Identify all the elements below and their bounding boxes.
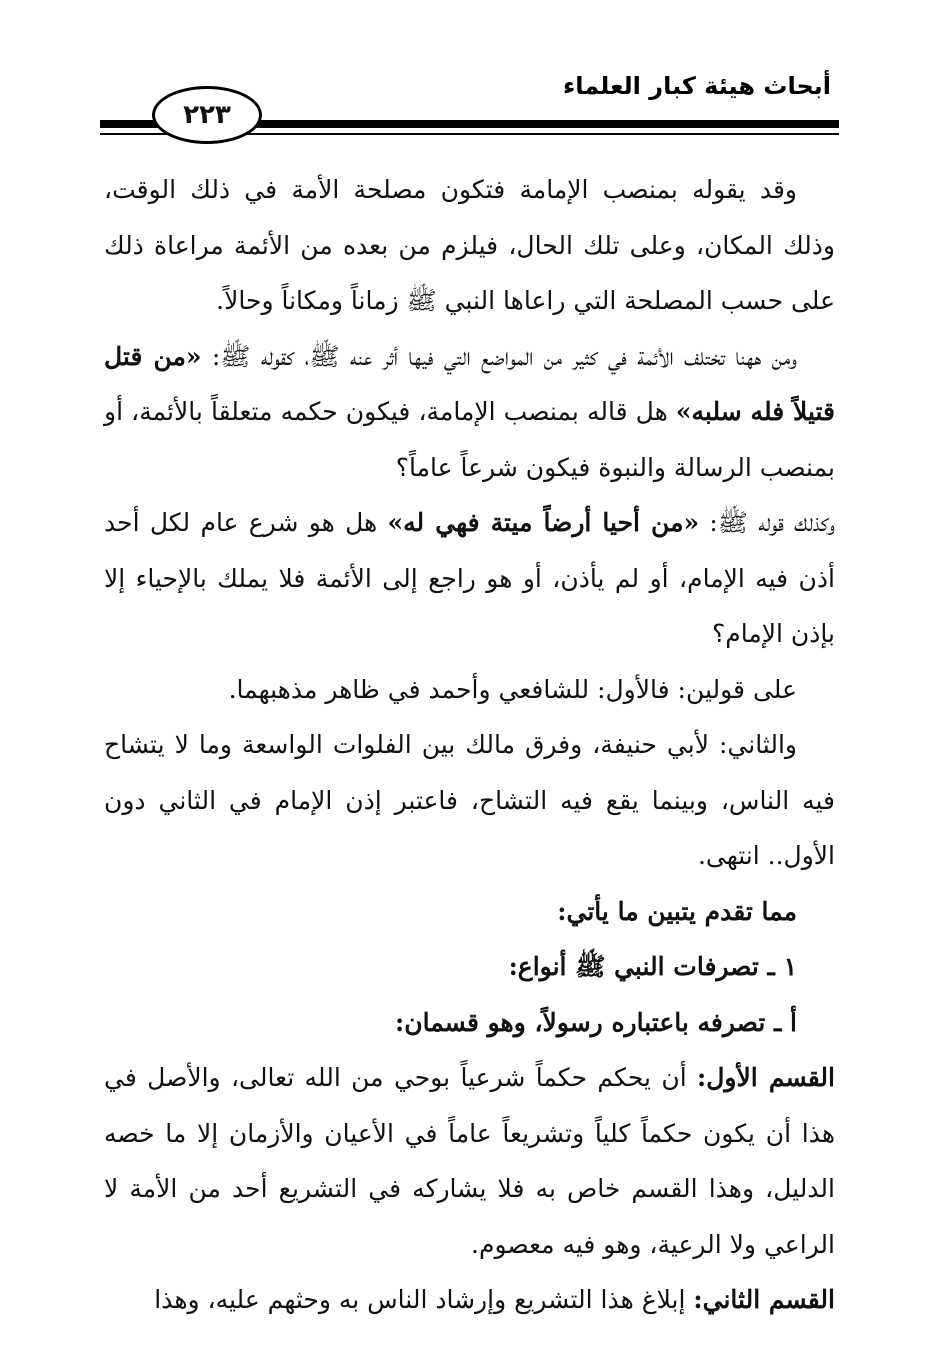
paragraph-4: على قولين: فالأول: للشافعي وأحمد في ظاهر مذهبهما.: [228, 674, 797, 704]
paragraph-section-2: [104, 1272, 835, 1328]
paragraph-1: وقد يقوله بمنصب الإمامة فتكون مصلحة الأمة في ذلك الوقت، وذلك المكان، وعلى تلك الحال، فيلزم من بعده من الأئمة مراعاة ذلك على حسب المصلحة التي راعاها النبي ﷺ زماناً ومكاناً وحالاً.: [104, 175, 836, 315]
point-a-text: أ ـ تصرفه باعتباره رسولاً، وهو قسمان:: [395, 1007, 797, 1037]
paragraph-3-text-a: وكذلك قوله ﷺ:: [699, 508, 835, 537]
paragraph-2-text-b: هل قاله بمنصب الإمامة، فيكون حكمه متعلقاً بالأئمة، أو بمنصب الرسالة والنبوة فيكون شرعاً عاماً؟: [104, 397, 835, 482]
running-header-title: أبحاث هيئة كبار العلماء: [562, 72, 831, 100]
page-body: [104, 162, 835, 1328]
paragraph-section-1: [104, 1050, 835, 1272]
hadith-quote-1: «من قتل قتيلاً فله سلبه»: [104, 341, 835, 426]
paragraph-2: [104, 329, 835, 496]
point-a-heading: [104, 995, 835, 1051]
paragraph-3-text-b: هل هو شرع عام لكل أحد أذن فيه الإمام، أو لم يأذن، أو هو راجع إلى الأئمة فلا يملك بالإحياء إلا بإذن الإمام؟: [104, 508, 835, 648]
section-1-label: القسم الأول:: [697, 1063, 835, 1092]
paragraph-2-text-a: ومن ههنا تختلف الأئمة في كثير من المواضع التي فيها أثر عنه ﷺ، كقوله ﷺ:: [201, 341, 797, 371]
summary-heading: مما تقدم يتبين ما يأتي:: [557, 896, 797, 926]
page-number: ٢٢٣: [152, 86, 262, 144]
paragraph-5: والثاني: لأبي حنيفة، وفرق مالك بين الفلوات الواسعة وما لا يتشاح فيه الناس، وبينما يقع فيه التشاح، فاعتبر إذن الإمام في الثاني دون الأول.. انتهى.: [104, 730, 835, 870]
section-2-text: إبلاغ هذا التشريع وإرشاد الناس به وحثهم عليه، وهذا: [154, 1285, 694, 1314]
point-1-heading: ١ ـ تصرفات النبي ﷺ أنواع:: [508, 952, 797, 981]
hadith-quote-2: «من أحيا أرضاً ميتة فهي له»: [387, 508, 700, 537]
section-2-label: القسم الثاني:: [693, 1285, 835, 1314]
section-1-text: أن يحكم حكماً شرعياً بوحي من الله تعالى، والأصل في هذا أن يكون حكماً كلياً وتشريعاً عاماً في الأعيان والأزمان إلا ما خصه الدليل، وهذا القسم خاص به فلا يشاركه في التشريع أحد من الأمة لا الراعي ولا الرعية، وهو فيه معصوم.: [104, 1063, 835, 1259]
paragraph-3: [104, 495, 835, 662]
